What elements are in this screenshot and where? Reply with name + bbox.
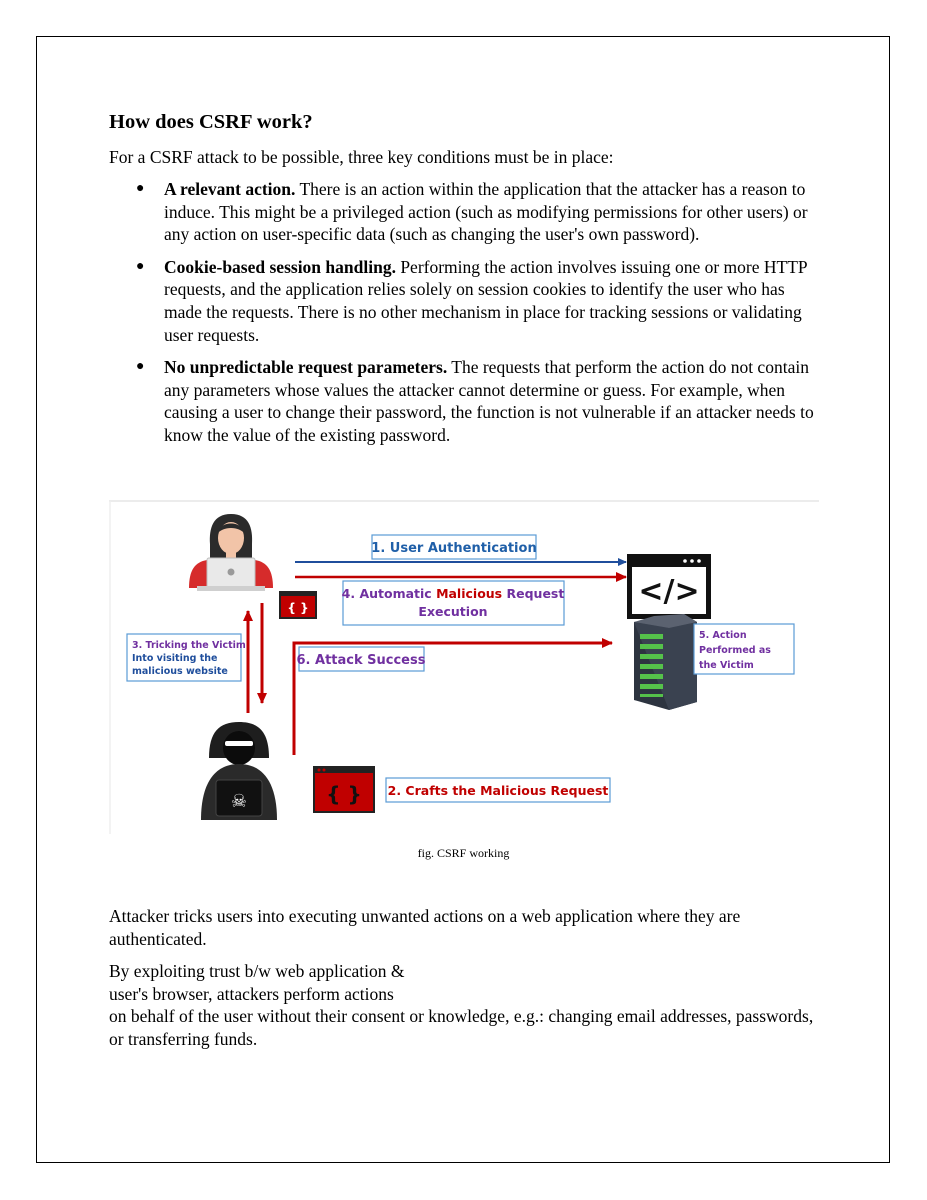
step3-label-line3: malicious website (132, 666, 228, 677)
step5-label-box (694, 624, 794, 674)
malicious-code-badge-small (280, 592, 316, 618)
paragraph-line: By exploiting trust b/w web application & (109, 961, 405, 982)
step4-prefix: 4. Automatic (341, 586, 437, 601)
step4-label (342, 586, 565, 601)
paragraph-line: user's browser, attackers perform actions (109, 983, 394, 1004)
list-item (109, 178, 821, 246)
step4-label-box (342, 581, 565, 625)
bullet-icon: ● (136, 359, 145, 375)
victim-user-icon (189, 514, 273, 591)
step4-label-line2: Execution (418, 604, 488, 619)
condition-title: A relevant action. (164, 179, 296, 199)
step5-label-line2: Performed as (699, 645, 771, 656)
step4-suffix: Request (502, 586, 565, 601)
step5-label-line3: the Victim (699, 660, 754, 671)
step3-label-line1: 3. Tricking the Victim (132, 640, 246, 651)
skull-icon: ☠ (230, 791, 248, 811)
section-heading: How does CSRF work? (109, 111, 313, 133)
code-symbol: </> (638, 574, 700, 609)
step3-label-box (127, 634, 246, 681)
attacker-hacker-icon (201, 722, 277, 820)
list-item (109, 256, 821, 346)
step2-label-box (386, 778, 610, 802)
malicious-code-badge (314, 767, 374, 812)
server-icon (634, 614, 697, 710)
condition-text: There is an action within the application that the attacker has a reason to induce. This might be a privileged action (such as modifying permissions for other users) or any action on user-specific data (such as changing the user's own password). (164, 179, 808, 245)
brace-symbol: { } (326, 782, 362, 806)
bullet-icon: ● (136, 181, 145, 196)
step6-label: 6. Attack Success (296, 653, 426, 668)
condition-text: The requests that perform the action do not contain any parameters whose values the attacker cannot determine or guess. For example, when causing a user to change their password, the function is not vulnerable if an attacker needs to know the value of the existing password. (164, 357, 814, 445)
figure-caption: fig. CSRF working (417, 846, 510, 860)
csrf-diagram (109, 500, 819, 834)
step6-label-box (297, 647, 426, 671)
condition-title: Cookie-based session handling. (164, 256, 396, 277)
document-body (109, 108, 821, 457)
step4-malicious: Malicious (436, 586, 503, 601)
paragraph-line: on behalf of the user without their consent or knowledge, e.g.: changing email addresses, passwords, or transferring funds. (109, 1006, 814, 1049)
step5-label-line1: 5. Action (699, 630, 747, 641)
condition-text: Performing the action involves issuing one or more HTTP requests, and the application relies solely on session cookies to identify the user who has made the requests. There is no other mechanism in place for tracking sessions or validating user requests. (164, 256, 807, 345)
web-app-code-icon (628, 555, 710, 618)
step3-label-line2: Into visiting the (132, 653, 218, 664)
paragraph: Attacker tricks users into executing unwanted actions on a web application where they are authenticated. (109, 906, 741, 949)
bullet-icon: ● (136, 258, 145, 274)
paragraph (109, 960, 821, 1050)
intro-paragraph: For a CSRF attack to be possible, three key conditions must be in place: (109, 147, 614, 167)
condition-title: No unpredictable request parameters. (164, 357, 448, 378)
closing-text (109, 905, 821, 1061)
brace-symbol: { } (287, 601, 309, 615)
step1-label-box (371, 535, 536, 559)
step1-label: 1. User Authentication (371, 541, 537, 556)
conditions-list (109, 178, 821, 447)
step2-label: 2. Crafts the Malicious Request (387, 783, 609, 798)
list-item (109, 356, 821, 446)
